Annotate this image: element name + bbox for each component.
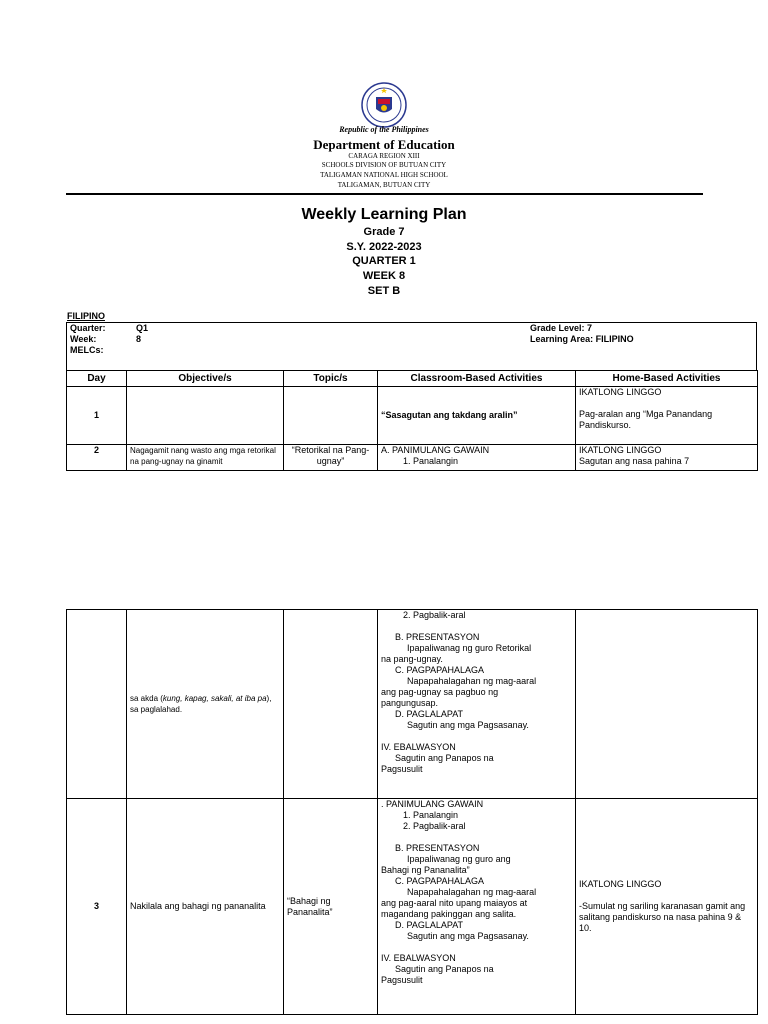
department-name: Department of Education: [313, 137, 455, 152]
quarter-label: Quarter:: [70, 323, 106, 333]
activity-text: Sagutin ang mga Pagsasanay.: [407, 931, 529, 941]
day-cell: 3: [67, 799, 127, 1015]
week-value: 8: [136, 334, 142, 344]
activity-text: ang pag-ugnay sa pagbuo ng: [381, 687, 499, 697]
table-row: [67, 445, 758, 471]
activity-heading: IV. EBALWASYON: [381, 742, 456, 752]
activity-text: Bahagi ng Pananalita”: [381, 865, 470, 875]
col-classroom-activities: Classroom-Based Activities: [378, 371, 576, 387]
activity-heading: D. PAGLALAPAT: [395, 709, 464, 719]
topic-cell: “Bahagi ng Pananalita”: [284, 799, 378, 1015]
col-day: Day: [67, 371, 127, 387]
region-text: CARAGA REGION XIII: [348, 152, 420, 160]
activity-heading: C. PAGPAPAHALAGA: [395, 876, 485, 886]
activity-item: 1. Panalangin: [403, 810, 459, 820]
table-header-row: [67, 371, 758, 387]
objective-text-start: sa akda (: [130, 694, 163, 703]
activity-text: Napapahalagahan ng mag-aaral: [407, 887, 537, 897]
col-objectives: Objective/s: [127, 371, 284, 387]
home-week: IKATLONG LINGGO: [579, 387, 662, 397]
document-title: Weekly Learning Plan: [301, 206, 467, 223]
activity-text: ang pag-aaral nito upang maiayos at: [381, 898, 528, 908]
objective-cell: [127, 610, 284, 799]
school-year-heading: S.Y. 2022-2023: [346, 241, 422, 253]
activity-text: Sagutin ang mga Pagsasanay.: [407, 720, 529, 730]
weekly-plan-table-continued: [66, 609, 758, 1015]
learning-area: Learning Area: FILIPINO: [530, 334, 634, 344]
table-row: [67, 799, 758, 1015]
activity-heading: C. PAGPAPAHALAGA: [395, 665, 485, 675]
activity-item: 1. Panalangin: [403, 456, 459, 466]
activity-heading: D. PAGLALAPAT: [395, 920, 464, 930]
home-activity: Pag-aralan ang “Mga Panandang Pandiskurso.: [579, 409, 713, 430]
week-heading: WEEK 8: [362, 270, 406, 282]
plan-info: [70, 323, 730, 356]
objective-text-end: ), sa paglalahad.: [130, 694, 272, 714]
home-activity: Sagutan ang nasa pahina 7: [579, 456, 690, 466]
quarter-heading: QUARTER 1: [352, 255, 416, 267]
activity-heading: B. PRESENTASYON: [395, 843, 480, 853]
table-row: [67, 387, 758, 445]
home-week: IKATLONG LINGGO: [579, 879, 662, 889]
classroom-activities: [378, 799, 576, 1015]
objective-examples: kung, kapag, sakali, at iba pa: [162, 694, 267, 703]
activity-heading: B. PRESENTASYON: [395, 632, 480, 642]
activity-text: Sagutin ang Panapos na: [395, 964, 494, 974]
home-week: IKATLONG LINGGO: [579, 445, 662, 455]
activity-item: 2. Pagbalik-aral: [403, 821, 466, 831]
division-text: SCHOOLS DIVISION OF BUTUAN CITY: [321, 161, 447, 169]
school-address: TALIGAMAN, BUTUAN CITY: [337, 181, 431, 189]
activity-text: Pagsusulit: [381, 764, 423, 774]
deped-seal-logo: [361, 82, 407, 128]
subject-label: FILIPINO: [67, 311, 105, 321]
col-topics: Topic/s: [284, 371, 378, 387]
grade-heading: Grade 7: [363, 226, 405, 238]
activity-text: pangungusap.: [381, 698, 439, 708]
objective-cell: Nagagamit nang wasto ang mga retorikal na pang-ugnay na ginamit: [127, 445, 284, 471]
activity-text: Sagutin ang Panapos na: [395, 753, 494, 763]
day-cell: 2: [67, 445, 127, 471]
col-home-activities: Home-Based Activities: [576, 371, 758, 387]
quarter-value: Q1: [136, 323, 149, 333]
topic-cell: “Retorikal na Pang-ugnay”: [284, 445, 378, 471]
activity-heading: . PANIMULANG GAWAIN: [381, 799, 484, 809]
header-divider: [66, 193, 703, 195]
home-activity: -Sumulat ng sariling karanasan gamit ang salitang pandiskurso na nasa pahina 9 & 10.: [579, 901, 746, 933]
activity-item: 2. Pagbalik-aral: [403, 610, 466, 620]
set-heading: SET B: [367, 285, 401, 297]
objective-cell: Nakilala ang bahagi ng pananalita: [127, 799, 284, 1015]
grade-level: Grade Level: 7: [530, 323, 593, 333]
activity-text: na pang-ugnay.: [381, 654, 443, 664]
classroom-activities: [378, 610, 576, 799]
week-label: Week:: [70, 334, 97, 344]
activity-text: Ipapaliwanag ng guro Retorikal: [407, 643, 532, 653]
school-name: TALIGAMAN NATIONAL HIGH SCHOOL: [320, 171, 448, 179]
day-cell: 1: [67, 387, 127, 445]
activity-text: Pagsusulit: [381, 975, 423, 985]
weekly-plan-table: [66, 370, 758, 471]
republic-text: Republic of the Philippines: [339, 125, 429, 134]
activity-heading: A. PANIMULANG GAWAIN: [381, 445, 490, 455]
classroom-activity: “Sasagutan ang takdang aralin”: [378, 387, 576, 445]
table-row: [67, 610, 758, 799]
activity-text: Napapahalagahan ng mag-aaral: [407, 676, 537, 686]
activity-text: magandang pakinggan ang salita.: [381, 909, 517, 919]
activity-heading: IV. EBALWASYON: [381, 953, 456, 963]
melcs-label: MELCs:: [70, 345, 104, 355]
activity-text: Ipapaliwanag ng guro ang: [407, 854, 511, 864]
